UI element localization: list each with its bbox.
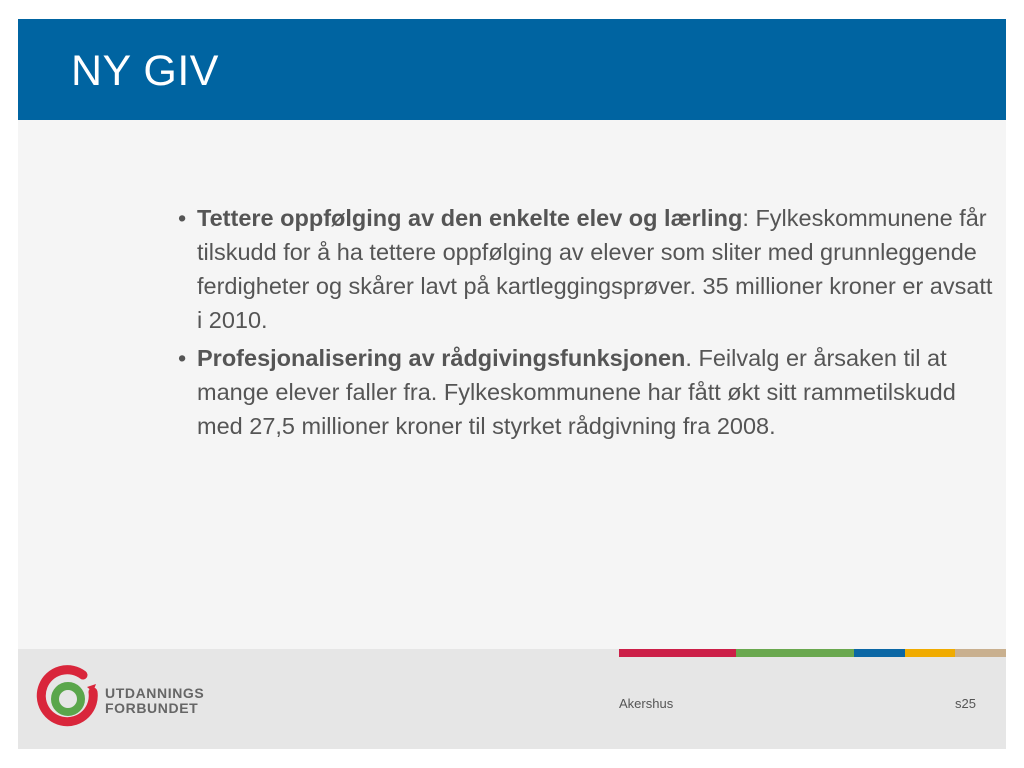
slide-body (174, 201, 994, 447)
strip-segment-blue (854, 649, 905, 657)
utdanningsforbundet-logo-icon (36, 665, 100, 729)
strip-segment-tan (955, 649, 1006, 657)
slide (18, 19, 1006, 749)
footer (18, 649, 1006, 749)
bullet-item (174, 201, 994, 337)
footer-location: Akershus (619, 696, 674, 711)
bullet-text: Feilvalg er årsaken til at mange elever faller fra. Fylkeskommunene har fått økt sitt rammetilskudd med 27,5 millioner kroner til styrket rådgivning fra 2008. (197, 345, 956, 439)
strip-segment-green (736, 649, 854, 657)
bullet-heading: Tettere oppfølging av den enkelte elev og lærling (197, 205, 743, 231)
logo-wordmark (105, 686, 204, 716)
logo-line-2: FORBUNDET (105, 700, 199, 716)
bullet-separator: : (742, 205, 749, 231)
title-bar (18, 19, 1006, 120)
bullet-item (174, 341, 994, 443)
color-strip (619, 649, 1006, 657)
slide-title: NY GIV (71, 47, 219, 95)
strip-segment-red (619, 649, 736, 657)
bullet-heading: Profesjonalisering av rådgivingsfunksjonen (197, 345, 686, 371)
bullet-separator: . (685, 345, 692, 371)
bullet-icon: • (178, 205, 187, 231)
bullet-text: Fylkeskommunene får tilskudd for å ha tettere oppfølging av elever som sliter med grunnleggende ferdigheter og skårer lavt på kartleggingsprøver. 35 millioner kroner er avsatt i 2010. (197, 205, 993, 333)
bullet-icon: • (178, 345, 187, 371)
logo-line-1: UTDANNINGS (105, 685, 205, 701)
page-number: s25 (955, 696, 976, 711)
strip-segment-yellow (905, 649, 955, 657)
